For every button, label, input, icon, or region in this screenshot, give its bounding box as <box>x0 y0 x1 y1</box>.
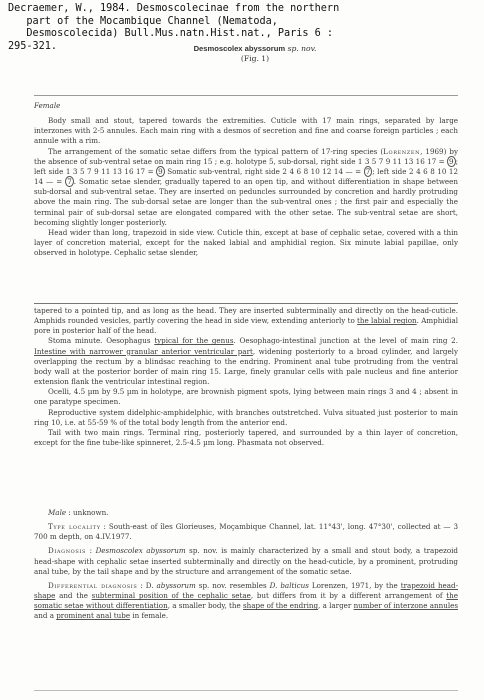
differential-diagnosis-paragraph: Differential diagnosis : D. abyssorum sp. nov. resembles D. balticus Lorenzen, 1971, by the trapezoid head-shape and the subterminal position of the cephalic setae, but differs from it by a different arrangement of the somatic setae without differentiation, a smaller body, the shape of the endring, a larger number of interzone annules and a prominent anal tube in female. <box>34 580 459 621</box>
male-paragraph: Male : unknown. <box>48 508 109 517</box>
species-status: sp. nov. <box>285 44 317 53</box>
diagnosis-paragraph: Diagnosis : Desmoscolex abyssorum sp. nov. is mainly characterized by a small and stout body, a trapezoid head-shape with cephalic setae inserted subterminally and directly on the head-cuticle, by a prominent, protruding anal tube, by the tail shape and by the structure and arrangement of the somatic setae. <box>34 546 459 576</box>
section-heading-female: Female <box>34 101 61 110</box>
diagnosis-block <box>34 508 458 626</box>
head-paragraph: Head wider than long, trapezoid in side view. Cuticle thin, except at base of cephalic setae, covered with a thin layer of concretion material, except for the naked labial and amphidial region. Six minute labial papillae, only observed in holotype. Cephalic setae slender, <box>34 227 458 258</box>
body-paragraph: Body small and stout, tapered towards the extremities. Cuticle with 17 main rings, separated by large interzones with 2-5 annules. Each main ring with a desmos of secretion and fine and coarse foreign particles ; each annule with a rim. <box>34 116 458 146</box>
continued-description <box>34 306 458 448</box>
circled-count: 7 <box>67 177 72 187</box>
female-description <box>34 101 458 258</box>
type-locality-paragraph: Type locality : South-east of îles Glorieuses, Moçambique Channel, lat. 11°43', long. 47°30', collected at — 3 700 m depth, on 4.IV.1977. <box>34 522 458 542</box>
circled-count: 9 <box>158 166 163 176</box>
ocelli-paragraph: Ocelli, 4.5 µm by 9.5 µm in holotype, are brownish pigment spots, lying between main rings 3 and 4 ; absent in one paratype specimen. <box>34 387 458 407</box>
figure-reference: (Fig. 1) <box>240 54 270 63</box>
setae-paragraph: The arrangement of the somatic setae differs from the typical pattern of 17-ring species (Lorenzen, 1969) by the absence of sub-ventral setae on main ring 15 ; e.g. holotype 5, sub-dorsal, right side 1 3 5 7 9 11 13 16 17 = 9 ; left side 1 3 5 7 9 11 13 16 17 = 9 Somatic sub-ventral, right side 2 4 6 8 10 12 14 — = 7 ; left side 2 4 6 8 10 12 14 — = 7 . Somatic setae slender, gradually tapered to an open tip, and without differentiation in shape between sub-dorsal and sub-ventral setae. They are inserted on peduncles surrounded by concretion and hardly protruding above the main ring. The sub-dorsal setae are longer than the sub-ventral ones ; the first pair and especially the terminal pair of sub-dorsal setae are elongated compared with the other setae. The sub-ventral setae are short, becoming slightly longer posteriorly. <box>34 146 458 227</box>
citation-line-1: Decraemer, W., 1984. Desmoscolecinae from the northern <box>8 3 340 14</box>
circled-count: 9 <box>449 156 454 166</box>
stoma-paragraph: Stoma minute. Oesophagus typical for the genus. Oesophago-intestinal junction at the level of main ring 2. Intestine with narrower granular anterior ventricular part, widening posteriorly to a broad cylinder, and largely overlapping the rectum by a blindsac reaching to the endring. Prominent anal tube protruding from the ventral body wall at the posterior border of main ring 15. Large, finely granular cells with pale nucleus and fine anterior extension flank the ventricular intestinal region. <box>34 336 458 387</box>
middle-rule <box>34 303 458 304</box>
cephalic-paragraph: tapered to a pointed tip, and as long as the head. They are inserted subterminally and directly on the head-cuticle. Amphids rounded vesicles, partly covering the head in side view, extending anteriorly to the labial region. Amphidial pore in posterior half of the head. <box>34 306 458 336</box>
tail-paragraph: Tail with two main rings. Terminal ring, posteriorly tapered, and surrounded by a thin layer of concretion, except for the fine tube-like spinneret, 2.5-4.5 µm long. Phasmata not observed. <box>34 427 458 448</box>
citation-line-4: 295-321. <box>8 40 58 52</box>
citation-line-2: part of the Mocambique Channel (Nematoda, <box>8 15 278 27</box>
species-title <box>150 44 360 64</box>
reproductive-paragraph: Reproductive system didelphic-amphidelphic, with branches outstretched. Vulva situated just posterior to main ring 10, i.e. at 55-59 % of the total body length from the anterior end. <box>34 407 458 427</box>
species-name: Desmoscolex abyssorum <box>193 44 286 53</box>
circled-count: 7 <box>365 166 371 176</box>
bottom-rule <box>34 690 458 691</box>
top-rule <box>34 95 458 96</box>
citation-line-3: Desmoscolecida) Bull.Mus.natn.Hist.nat., Paris 6 : <box>8 28 334 40</box>
